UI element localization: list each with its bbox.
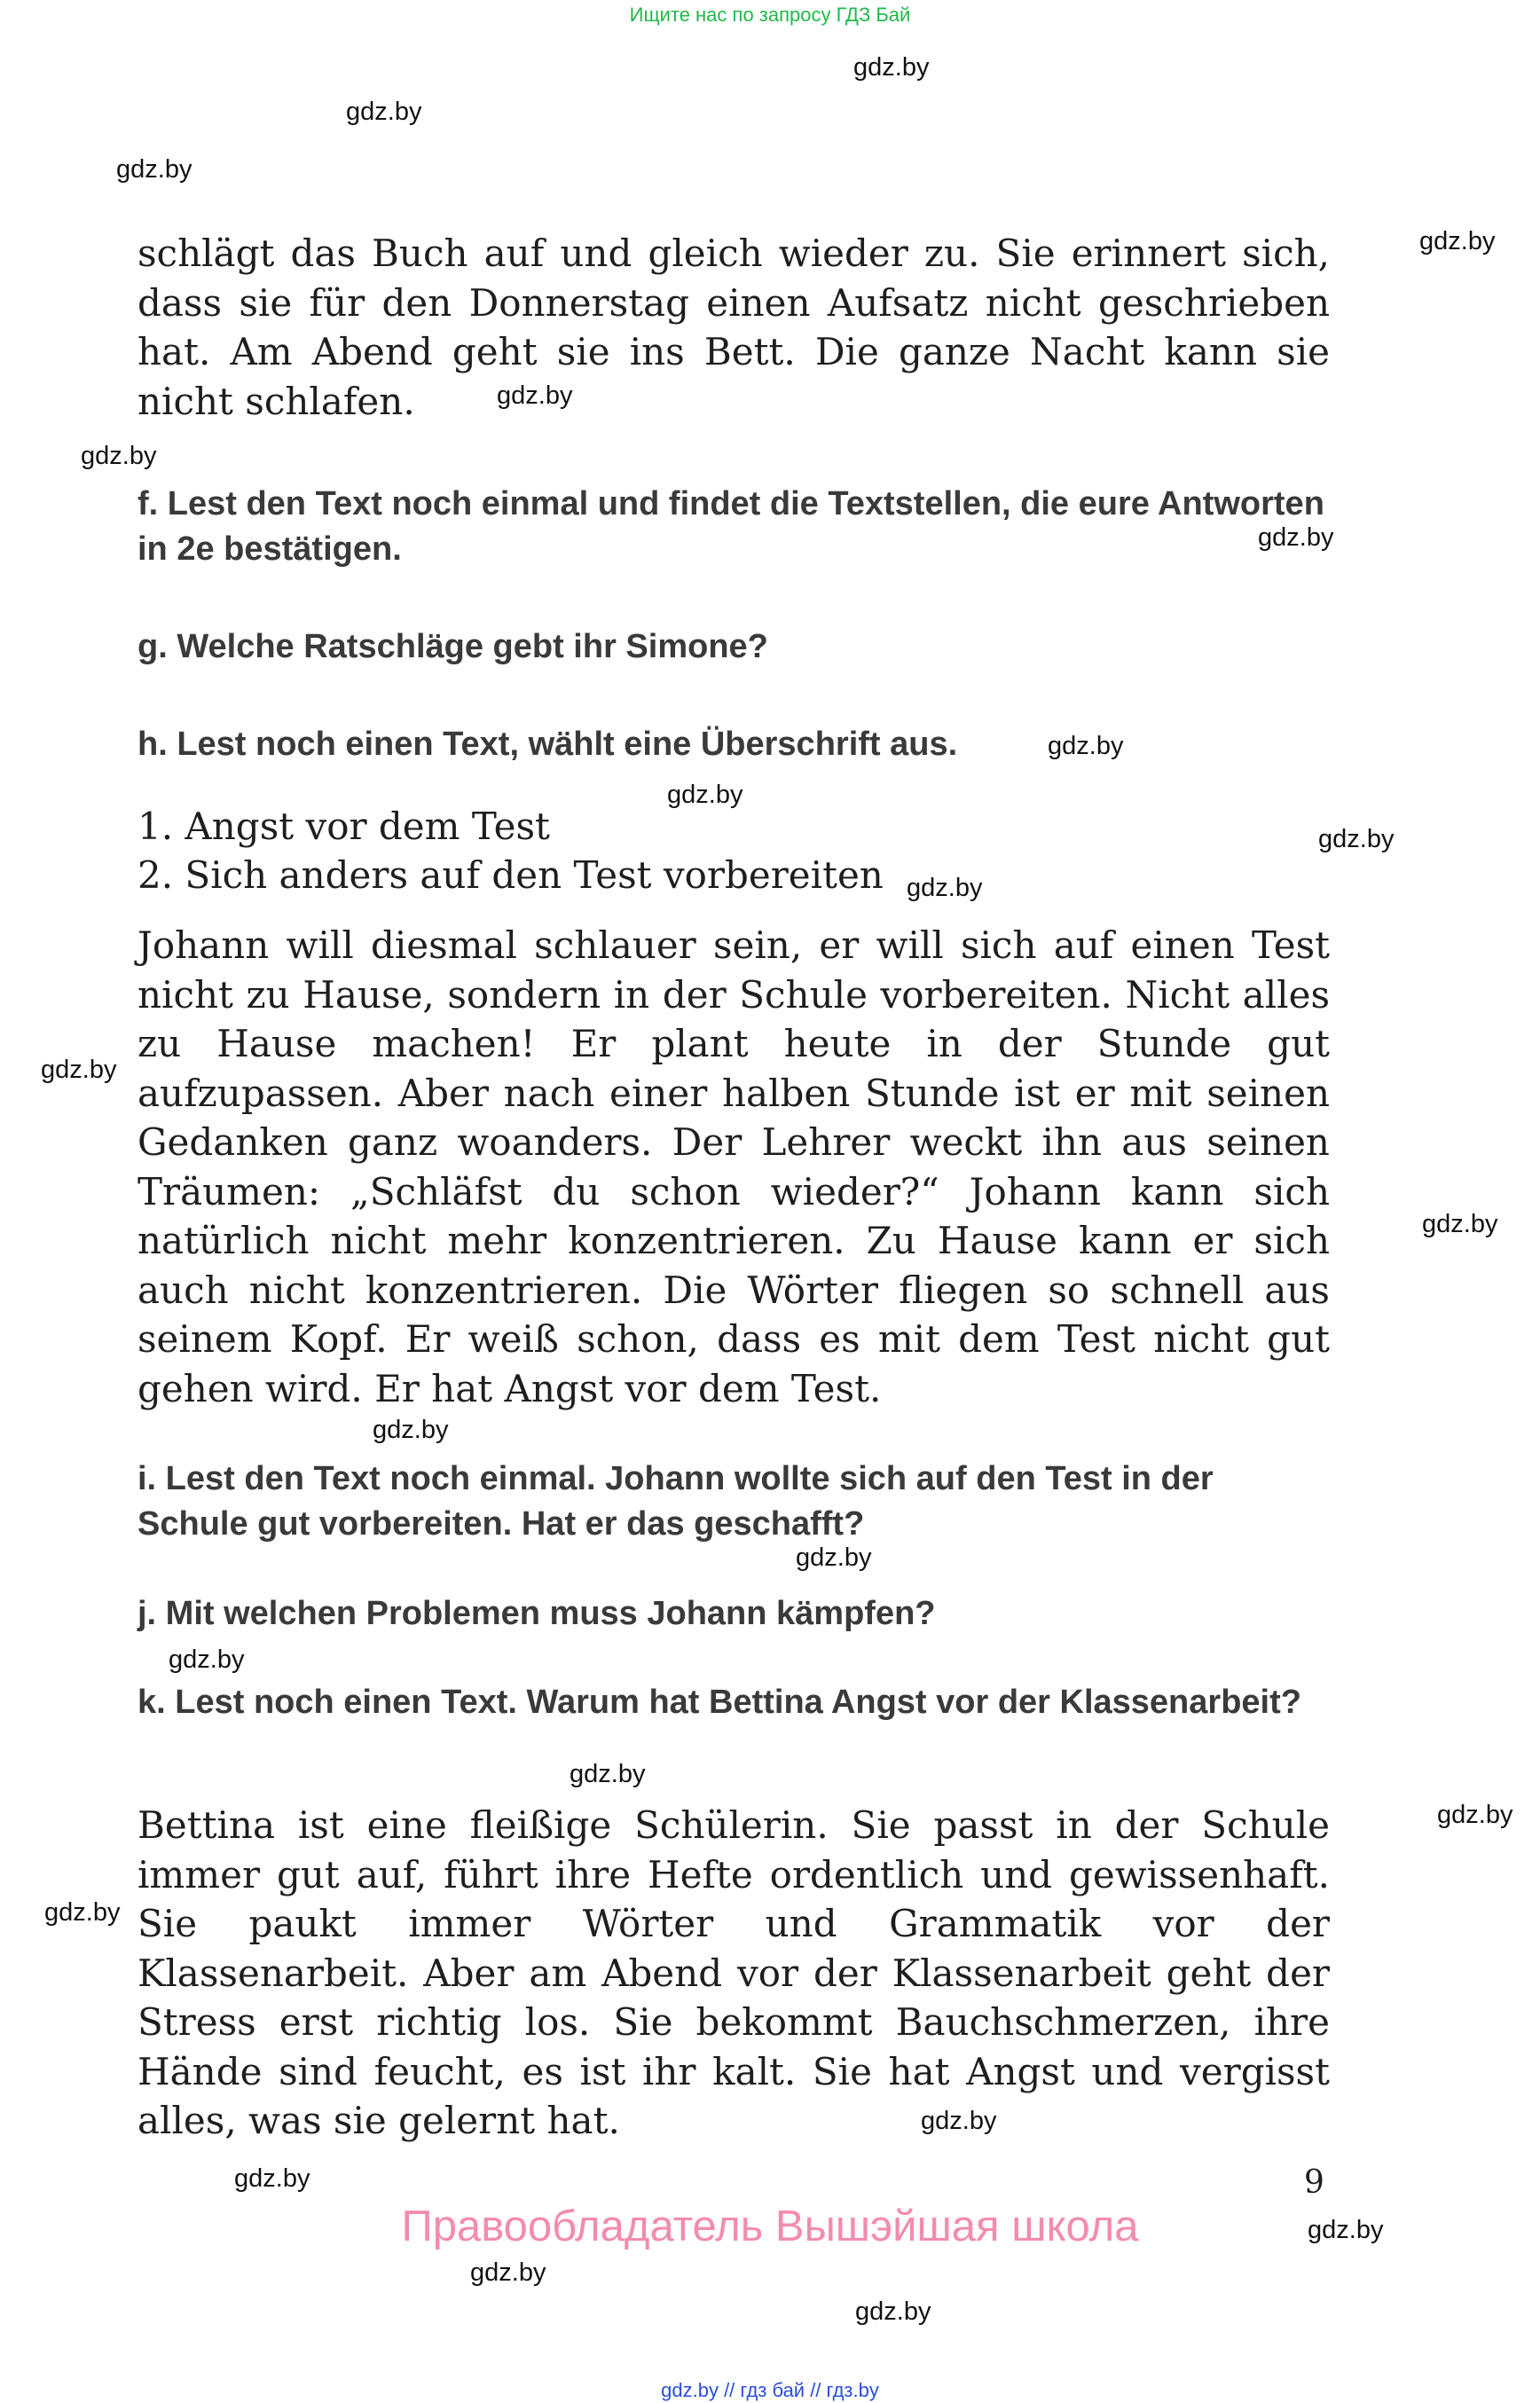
watermark: gdz.by [497, 381, 573, 410]
task-h: h. Lest noch einen Text, wählt eine Überschrift aus. [138, 726, 958, 763]
watermark: gdz.by [44, 1898, 121, 1927]
watermark: gdz.by [373, 1416, 449, 1444]
task-k: k. Lest noch einen Text. Warum hat Bettina Angst vor der Klassenarbeit? [138, 1684, 1301, 1721]
top-banner: Ищите нас по запросу ГДЗ Бай [629, 4, 911, 26]
headline-option: 1. Angst vor dem Test [138, 805, 550, 848]
watermark: gdz.by [234, 2164, 310, 2193]
watermark: gdz.by [1422, 1210, 1498, 1238]
page-number: 9 [1304, 2164, 1324, 2201]
watermark: gdz.by [1048, 732, 1124, 760]
task-f: f. Lest den Text noch einmal und findet die Textstellen, die eure Antworten in 2e bestätigen. [138, 485, 1324, 568]
watermark: gdz.by [169, 1645, 245, 1674]
headline-option: 2. Sich anders auf den Test vorbereiten [138, 853, 884, 897]
watermark: gdz.by [1437, 1801, 1513, 1829]
footer-links[interactable]: gdz.by // гдз бай // гдз.by [661, 2379, 879, 2401]
watermark: gdz.by [1308, 2216, 1384, 2244]
watermark: gdz.by [81, 442, 157, 470]
watermark: gdz.by [1258, 523, 1334, 552]
watermark: gdz.by [570, 1760, 646, 1788]
watermark: gdz.by [470, 2258, 546, 2287]
watermark: gdz.by [667, 781, 743, 809]
text-paragraph-bettina: Bettina ist eine fleißige Schülerin. Sie passt in der Schule immer gut auf, führt ihre Hefte ordentlich und gewissenhaft. Sie paukt immer Wörter und Grammatik vor der Klassenarbeit. Aber am Abend vor der Klassenarbeit geht der Stress erst richtig los. Sie bekommt Bauchschmerzen, ihre Hände sind feucht, es ist ihr kalt. Sie hat Angst und vergisst alles, was sie gelernt hat. [138, 1803, 1330, 2142]
watermark: gdz.by [1419, 227, 1496, 255]
task-i: i. Lest den Text noch einmal. Johann wollte sich auf den Test in der Schule gut vorbereiten. Hat er das geschafft? [138, 1460, 1214, 1543]
watermark: gdz.by [921, 2107, 997, 2135]
watermark: gdz.by [116, 155, 192, 184]
watermark: gdz.by [853, 53, 930, 82]
watermark: gdz.by [907, 874, 983, 902]
text-paragraph-johann: Johann will diesmal schlauer sein, er will sich auf einen Test nicht zu Hause, sondern in der Schule vorbereiten. Nicht alles zu Hause machen! Er plant heute in der Stunde gut aufzupassen. Aber nach einer halben Stunde ist er mit seinen Gedanken ganz woanders. Der Lehrer weckt ihn aus seinen Träumen: „Schläfst du schon wieder?“ Johann kann sich natürlich nicht mehr konzentrieren. Zu Hause kann er sich auch nicht konzentrieren. Die Wörter fliegen so schnell aus seinem Kopf. Er weiß schon, dass es mit dem Test nicht gut gehen wird. Er hat Angst vor dem Test. [138, 923, 1330, 1410]
watermark: gdz.by [1318, 825, 1395, 853]
watermark: gdz.by [796, 1543, 872, 1572]
task-g: g. Welche Ratschläge gebt ihr Simone? [138, 628, 768, 665]
watermark: gdz.by [41, 1056, 117, 1084]
task-j: j. Mit welchen Problemen muss Johann kämpfen? [138, 1595, 936, 1632]
headline-options-list [138, 802, 884, 899]
watermark: gdz.by [346, 98, 422, 126]
rights-holder-notice: Правообладатель Вышэйшая школа [401, 2203, 1139, 2250]
text-paragraph-simone: schlägt das Buch auf und gleich wieder zu. Sie erinnert sich, dass sie für den Donnerstag einen Aufsatz nicht geschrieben hat. Am Abend geht sie ins Bett. Die ganze Nacht kann sie nicht schlafen. [138, 232, 1330, 423]
watermark: gdz.by [855, 2297, 931, 2326]
